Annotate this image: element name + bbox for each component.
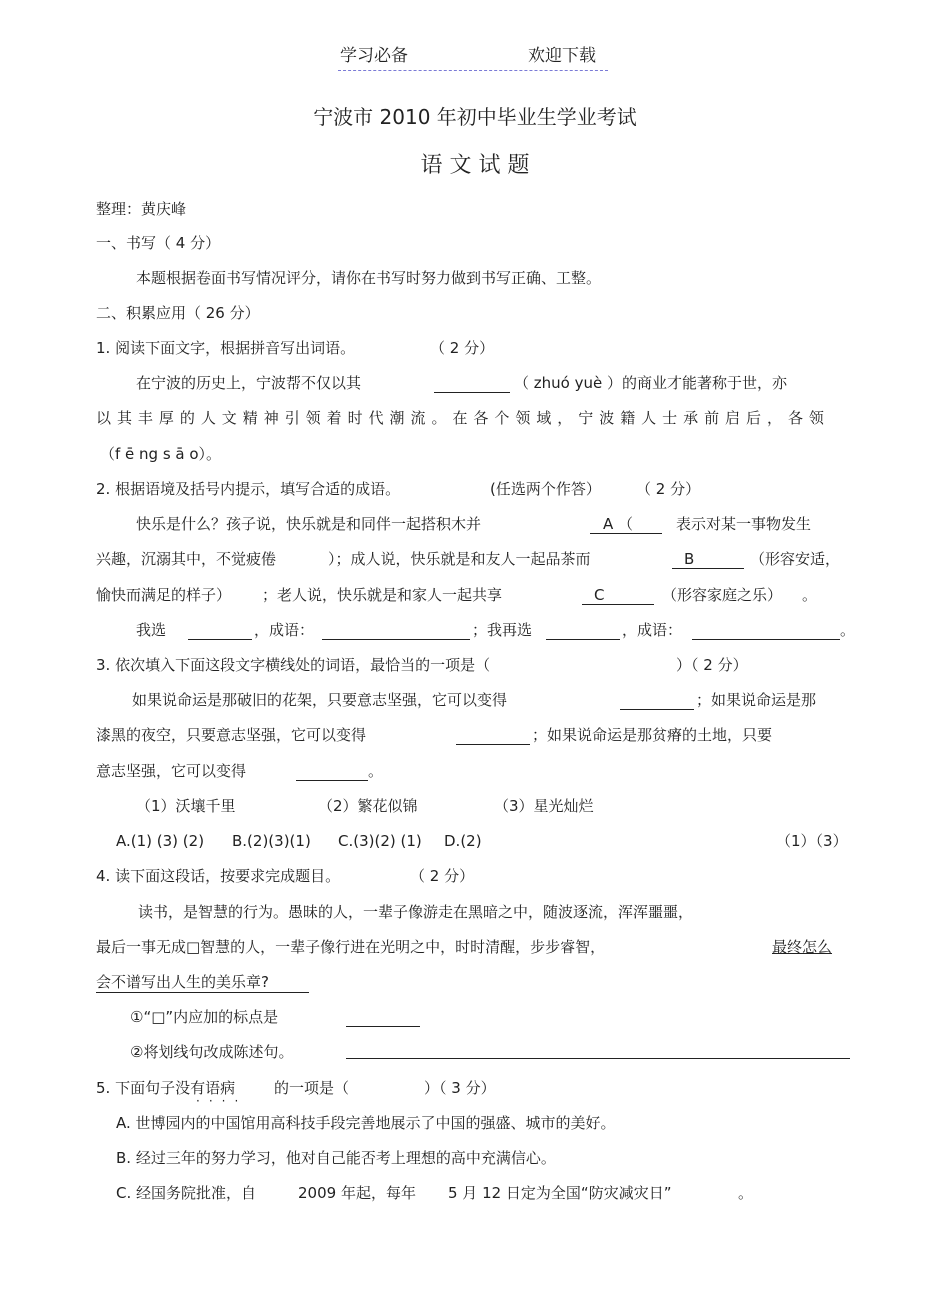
q4-sub2: ②将划线句改成陈述句。 [130,1043,294,1061]
q2-stem: 2. 根据语境及括号内提示，填写合适的成语。 [96,480,401,498]
q3-line1b: ；如果说命运是那 [696,691,817,709]
header-divider [338,70,608,71]
q2-line4b: ，成语： [254,621,315,639]
header-right: 欢迎下载 [528,46,596,66]
q2-line1c: 表示对某一事物发生 [676,515,812,533]
q1-text-3: （f ē ng s ā o）。 [100,445,222,463]
q4-line2: 最后一事无成□智慧的人，一辈子像行进在光明之中，时时清醒，步步睿智， [96,938,606,956]
q3-line2: 漆黑的夜空，只要意志坚强，它可以变得 [96,726,367,744]
q3-blank-3[interactable] [296,762,368,781]
q3-line3: 意志坚强，它可以变得 [96,762,247,780]
q2-label-b: B [684,550,695,568]
q2-line3a: 愉快而满足的样子） [96,586,232,604]
q2-line4a: 我选 [136,621,167,639]
q5-score: ）（ 3 分） [424,1079,496,1097]
q1-text-1a: 在宁波的历史上，宁波帮不仅以其 [136,374,362,392]
q5-option-c-c: 5 月 12 日定为全国“防灾减灾日” [448,1184,672,1202]
q3-score: ）（ 2 分） [676,656,748,674]
q3-line2b: ；如果说命运是那贫瘠的土地，只要 [532,726,773,744]
q5-option-b: B. 经过三年的努力学习，他对自己能否考上理想的高中充满信心。 [116,1149,556,1167]
q3-line3b: 。 [368,762,384,780]
q2-label-c: C [594,586,605,604]
page-title: 宁波市 2010 年初中毕业生学业考试 [313,105,637,129]
q4-line3: 会不谱写出人生的美乐章? [96,972,309,993]
q3-option-b: B.(2)(3)(1) [232,832,311,850]
q2-blank-c[interactable] [582,586,654,605]
q1-score: （ 2 分） [430,339,495,357]
q5-stem-b: 的一项是（ [274,1079,350,1097]
q3-option-tail: （1）（3） [776,832,848,850]
q3-option-c: C.(3)(2) (1) [338,832,422,850]
q2-choice-1[interactable] [188,621,252,640]
page-subtitle: 语 文 试 题 [420,153,530,178]
section2-heading: 二、积累应用（ 26 分） [96,304,260,322]
q5-option-c-b: 2009 年起，每年 [298,1184,416,1202]
q3-blank-1[interactable] [620,691,694,710]
q4-punct-blank[interactable] [346,1008,420,1027]
q2-line2d: （形容安适， [750,550,841,568]
q4-sub1: ①“□”内应加的标点是 [130,1008,279,1026]
editor-line: 整理：黄庆峰 [96,200,187,218]
q5-option-a: A. 世博园内的中国馆用高科技手段完善地展示了中国的强盛、城市的美好。 [116,1114,616,1132]
q1-blank[interactable] [434,374,510,393]
q4-line2-underlined: 最终怎么 [772,938,833,956]
q4-rewrite-blank[interactable] [346,1040,850,1059]
q3-item-2: （2）繁花似锦 [318,797,418,815]
q2-blank-b[interactable] [672,550,744,569]
q2-idiom-2[interactable] [692,621,840,640]
section1-heading: 一、书写（ 4 分） [96,234,221,252]
q2-line2b: ）；成人说，快乐就是和友人一起品茶而 [328,550,591,568]
header-left: 学习必备 [340,46,408,66]
q2-idiom-1[interactable] [322,621,470,640]
q4-stem: 4. 读下面这段话，按要求完成题目。 [96,867,341,885]
q2-line3b: ；老人说，快乐就是和家人一起共享 [262,586,503,604]
q2-score: （ 2 分） [636,480,701,498]
q2-line3e: 。 [802,586,818,604]
q2-line4c: ；我再选 [472,621,533,639]
q4-line1: 读书，是智慧的行为。愚昧的人，一辈子像游走在黑暗之中，随波逐流，浑浑噩噩， [138,903,694,921]
q4-score: （ 2 分） [410,867,475,885]
q2-line3d: （形容家庭之乐） [662,586,783,604]
q2-line1a: 快乐是什么？孩子说，快乐就是和同伴一起搭积木并 [136,515,482,533]
q1-text-1b: （ zhuó yuè ）的商业才能著称于世，亦 [514,374,787,392]
q1-stem: 1. 阅读下面文字，根据拼音写出词语。 [96,339,356,357]
q3-line1: 如果说命运是那破旧的花架，只要意志坚强，它可以变得 [132,691,508,709]
q2-note: (任选两个作答） [490,480,601,498]
q3-blank-2[interactable] [456,726,530,745]
q3-option-a: A.(1) (3) (2) [116,832,205,850]
q5-emphasis-dots: ···· [196,1094,248,1108]
q3-stem: 3. 依次填入下面这段文字横线处的词语，最恰当的一项是（ [96,656,491,674]
q2-label-a: A （ [603,515,634,533]
q5-option-c-d: 。 [738,1184,754,1202]
q5-option-c-a: C. 经国务院批准，自 [116,1184,257,1202]
q2-line4e: 。 [840,621,856,639]
q1-text-2: 以 其 丰 厚 的 人 文 精 神 引 领 着 时 代 潮 流 。 在 各 个 领 域 ， 宁 波 籍 人 士 承 前 启 后 ， 各 领 [96,409,825,427]
q2-line2a: 兴趣，沉溺其中，不觉疲倦 [96,550,277,568]
q3-item-3: （3）星光灿烂 [494,797,594,815]
q3-item-1: （1）沃壤千里 [136,797,236,815]
q2-choice-2[interactable] [546,621,620,640]
section1-text: 本题根据卷面书写情况评分，请你在书写时努力做到书写正确、工整。 [136,269,602,287]
q3-option-d: D.(2) [444,832,482,850]
q2-line4d: ，成语： [622,621,683,639]
q5-stem-a: 5. 下面句子没有语病 [96,1079,236,1097]
